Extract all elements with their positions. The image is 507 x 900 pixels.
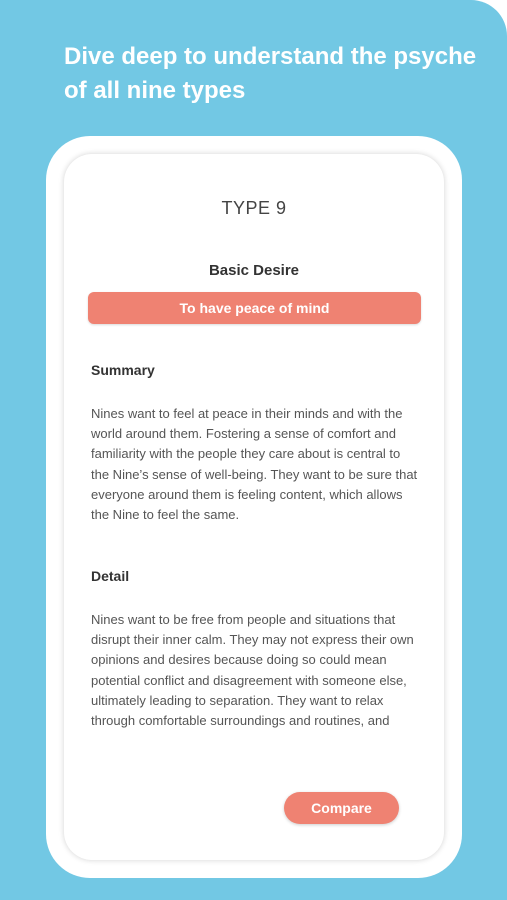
phone-screen[interactable] (64, 154, 444, 860)
detail-heading: Detail (91, 568, 130, 584)
basic-desire-badge: To have peace of mind (88, 292, 421, 324)
type-title: TYPE 9 (221, 198, 287, 218)
basic-desire-heading: Basic Desire (208, 262, 300, 279)
scroll-fade (64, 734, 444, 764)
detail-text: Nines want to be free from people and situations that disrupt their inner calm. They may not express their own opinions and desires because doing so could mean potential conflict and disagreement with someone else, ultimately leading to separation. They want to relax through comfortable surroundings and routines, and (91, 612, 414, 729)
promo-headline: Dive deep to understand the psyche of all nine types (64, 43, 477, 104)
compare-button[interactable]: Compare (284, 792, 399, 824)
summary-text: Nines want to feel at peace in their minds and with the world around them. Fostering a sense of comfort and familiarity with the people they care about is central to the Nine’s sense of well-being. They want to be sure that everyone around them is feeling content, which allows the Nine to feel the same. (91, 406, 418, 523)
summary-heading: Summary (91, 362, 155, 378)
